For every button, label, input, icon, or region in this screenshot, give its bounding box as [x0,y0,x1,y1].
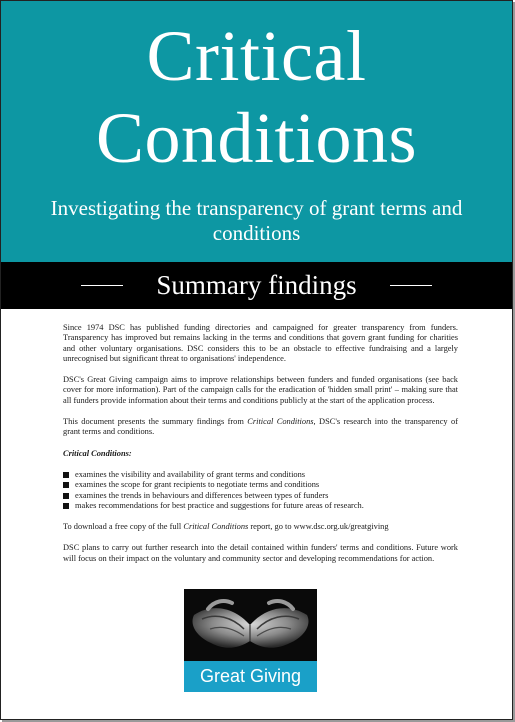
list-item-text: makes recommendations for best practice and suggestions for future areas of research. [75,500,364,510]
download-paragraph [63,522,458,532]
great-giving-logo [184,589,317,692]
cupped-hands-icon [184,589,317,661]
p3-text-end: , DSC's research into the transparency of grant terms and conditions. [63,417,458,437]
intro-paragraph-3 [63,417,458,438]
closing-paragraph: DSC plans to carry out further research into the detail contained within funders' terms and conditions. Future work will focus on their impact on the voluntary and community sector and developing recommendations for action. [63,543,458,563]
findings-lead: Critical Conditions: [63,448,132,458]
p3-report-title: Critical Conditions [247,417,314,427]
square-bullet-icon [63,472,69,478]
bar-rule-right [390,285,432,286]
p3-text-start: This document presents the summary findings from [63,417,248,427]
download-report-title: Critical Conditions [183,522,249,532]
title-line-2: Conditions [95,98,418,178]
body-text [63,323,458,575]
list-item-text: examines the trends in behaviours and differences between types of funders [75,490,329,500]
intro-paragraph-2: DSC's Great Giving campaign aims to improve relationships between funders and funded organisations (see back cover for more information). Part of the campaign calls for the eradication of 'hidden small print' – making sure that all funders provide information about their terms and conditions publicly at the start of the application process. [63,375,458,405]
square-bullet-icon [63,493,69,499]
list-item [63,470,458,480]
list-item-text: examines the scope for grant recipients to negotiate terms and conditions [75,480,320,490]
download-text-start: To download a free copy of the full [63,522,184,532]
title-banner [1,1,512,262]
title-line-1: Critical [146,16,367,96]
list-item [63,501,458,511]
list-item [63,480,458,490]
findings-list [63,470,458,511]
intro-paragraph-1: Since 1974 DSC has published funding directories and campaigned for greater transparency from funders. Transparency has improved but remains lacking in the terms and conditions that govern grant funding for charities and other voluntary organisations. DSC considers this to be an obstacle to effective fundraising and a largely unrecognised but significant threat to organisations' independence. [63,323,458,363]
list-item [63,491,458,501]
square-bullet-icon [63,482,69,488]
subtitle: Investigating the transparency of grant terms and conditions [50,196,463,245]
section-heading: Summary findings [156,270,357,300]
section-bar [1,262,512,309]
download-link-text: report, go to www.dsc.org.uk/greatgiving [248,522,389,532]
list-item-text: examines the visibility and availability of grant terms and conditions [75,469,306,479]
logo-label: Great Giving [184,661,317,692]
square-bullet-icon [63,503,69,509]
